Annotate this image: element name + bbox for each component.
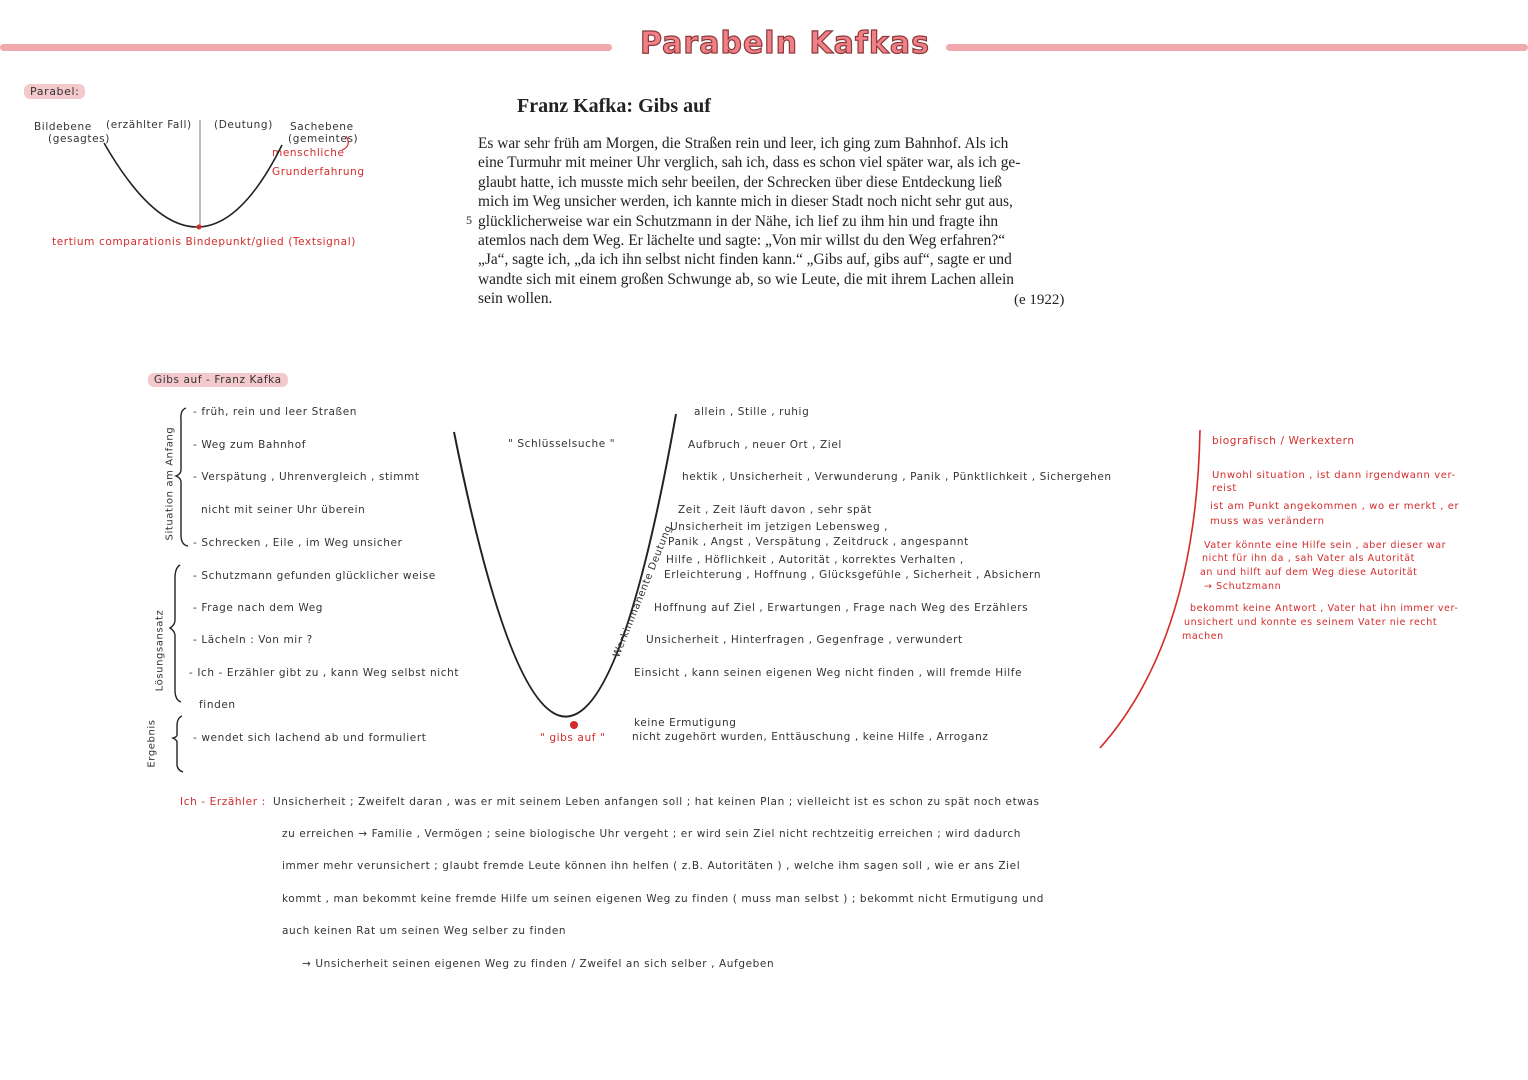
bio-line: Vater könnte eine Hilfe sein , aber dieser war <box>1204 540 1447 551</box>
left-item: - Lächeln : Von mir ? <box>193 634 313 646</box>
bio-line: unsichert und konnte es seinem Vater nie recht <box>1184 617 1438 628</box>
bio-line: bekommt keine Antwort , Vater hat ihn immer ver- <box>1190 603 1459 614</box>
menschliche-label: menschliche <box>272 147 345 159</box>
text-line: wandte sich mit einem großen Schwunge ab, so wie Leute, die mit ihrem Lachen allein <box>478 270 1014 288</box>
group-situation: Situation am Anfang <box>164 426 176 541</box>
text-line: Es war sehr früh am Morgen, die Straßen rein und leer, ich ging zum Bahnhof. Als ich <box>478 135 1009 152</box>
right-item: Panik , Angst , Verspätung , Zeitdruck , angespannt <box>668 536 969 548</box>
tertium-point <box>197 225 202 230</box>
ergebnis-brace <box>173 716 183 772</box>
sachebene-label: Sachebene <box>290 121 354 133</box>
situation-brace <box>176 408 188 546</box>
gibs-auf-point <box>570 721 578 729</box>
right-item: Erleichterung , Hoffnung , Glücksgefühle , Sicherheit , Absichern <box>664 569 1042 581</box>
summary-line: zu erreichen → Familie , Vermögen ; seine biologische Uhr vergeht ; er wird sein Ziel nicht rechtzeitig erreichen ; wird dadurch <box>282 828 1022 840</box>
text-line: „Ja“, sagte ich, „da ich ihn selbst nicht finden kann.“ „Gibs auf, gibs auf“, sagte er und <box>478 251 1012 269</box>
summary-line: → Unsicherheit seinen eigenen Weg zu finden / Zweifel an sich selber , Aufgeben <box>302 958 775 970</box>
right-item: hektik , Unsicherheit , Verwunderung , Panik , Pünktlichkeit , Sichergehen <box>682 471 1112 483</box>
left-item: - Schutzmann gefunden glücklicher weise <box>193 570 436 582</box>
gibs-auf-label: " gibs auf " <box>540 732 606 744</box>
summary-line: Unsicherheit ; Zweifelt daran , was er mit seinem Leben anfangen soll ; hat keinen Plan ; vielleicht ist es schon zu spät noch etwas <box>273 796 1040 808</box>
bio-heading: biografisch / Werkextern <box>1212 435 1355 447</box>
right-item: nicht zugehört wurden, Enttäuschung , keine Hilfe , Arroganz <box>632 731 989 743</box>
left-item: finden <box>199 699 236 711</box>
text-line: glücklicherweise war ein Schutzmann in der Nähe, ich lief zu ihm hin und fragte ihn <box>478 212 999 230</box>
erzaehlter-fall-label: (erzählter Fall) <box>106 119 192 131</box>
bio-line: nicht für ihn da , sah Vater als Autorität <box>1202 553 1415 564</box>
page-title: Parabeln Kafkas <box>640 26 930 61</box>
summary-line: auch keinen Rat um seinen Weg selber zu finden <box>282 925 567 937</box>
right-item: Einsicht , kann seinen eigenen Weg nicht finden , will fremde Hilfe <box>634 667 1023 679</box>
bio-line: muss was verändern <box>1210 516 1325 527</box>
right-item: Aufbruch , neuer Ort , Ziel <box>688 439 842 451</box>
bio-arc <box>1100 430 1200 748</box>
schluesselsuche-label: " Schlüsselsuche " <box>508 438 616 450</box>
deutung-label: (Deutung) <box>214 119 273 131</box>
group-loesung: Lösungsansatz <box>154 609 166 692</box>
left-item: - Schrecken , Eile , im Weg unsicher <box>193 537 403 549</box>
text-line: sein wollen. <box>478 290 553 308</box>
gemeintes-label: (gemeintes) <box>288 133 359 145</box>
text-year: (e 1922) <box>1014 292 1065 308</box>
right-item: Unsicherheit , Hinterfragen , Gegenfrage , verwundert <box>646 634 963 646</box>
text-line: atemlos nach dem Weg. Er lächelte und sagte: „Von mir willst du den Weg erfahren?“ <box>478 232 1006 250</box>
bildebene-label: Bildebene <box>34 121 92 133</box>
gemeintes-mark <box>342 136 348 150</box>
right-item: Hilfe , Höflichkeit , Autorität , korrektes Verhalten , <box>666 554 964 566</box>
right-item: allein , Stille , ruhig <box>694 406 810 418</box>
left-item: - Ich - Erzähler gibt zu , kann Weg selbst nicht <box>189 667 460 679</box>
left-item: - wendet sich lachend ab und formuliert <box>193 732 427 744</box>
loesung-brace <box>170 565 181 702</box>
right-item: Unsicherheit im jetzigen Lebensweg , <box>670 521 889 533</box>
right-item: keine Ermutigung <box>634 717 737 729</box>
left-item: nicht mit seiner Uhr überein <box>201 504 366 516</box>
text-line: glaubt hatte, ich musste mich sehr beeilen, der Schrecken über diese Entdeckung ließ <box>478 173 1002 191</box>
right-item: Zeit , Zeit läuft davon , sehr spät <box>678 504 873 516</box>
group-ergebnis: Ergebnis <box>146 719 158 768</box>
left-item: - Weg zum Bahnhof <box>193 439 307 451</box>
summary-label: Ich - Erzähler : <box>180 796 266 808</box>
line-number: 5 <box>466 213 472 227</box>
summary-line: kommt , man bekommt keine fremde Hilfe um seinen eigenen Weg zu finden ( muss man selbst ) ; bekommt nicht Ermutigung und <box>282 893 1044 905</box>
text-heading: Franz Kafka: Gibs auf <box>517 95 711 117</box>
parabel-curve <box>104 143 282 227</box>
text-line: mich im Weg unsicher werden, ich kannte mich in dieser Stadt noch nicht sehr gut aus, <box>478 193 1013 211</box>
left-item: - Verspätung , Uhrenvergleich , stimmt <box>193 471 420 483</box>
werkimmanente-label: Werkimmanente Deutung <box>611 523 675 660</box>
gesagtes-label: (gesagtes) <box>48 133 110 145</box>
bio-line: Unwohl situation , ist dann irgendwann ver- <box>1212 470 1456 481</box>
grunderfahrung-label: Grunderfahrung <box>272 166 365 178</box>
bio-line: an und hilft auf dem Weg diese Autorität <box>1200 567 1418 578</box>
text-line: eine Turmuhr mit meiner Uhr verglich, sah ich, dass es schon viel später war, als ich ge- <box>478 154 1021 172</box>
right-item: Hoffnung auf Ziel , Erwartungen , Frage nach Weg des Erzählers <box>654 602 1029 614</box>
left-item: - früh, rein und leer Straßen <box>193 406 358 418</box>
bio-line: machen <box>1182 631 1224 642</box>
bio-line: ist am Punkt angekommen , wo er merkt , er <box>1210 501 1460 512</box>
parabel-label: Parabel: <box>24 84 85 99</box>
tertium-label: tertium comparationis Bindepunkt/glied (Textsignal) <box>52 236 356 248</box>
left-item: - Frage nach dem Weg <box>193 602 324 614</box>
bio-line: reist <box>1212 483 1237 494</box>
summary-line: immer mehr verunsichert ; glaubt fremde Leute können ihn helfen ( z.B. Autoritäten ) , welche ihm sagen soll , wie er ans Ziel <box>282 860 1021 872</box>
bio-line: → Schutzmann <box>1204 581 1282 592</box>
analysis-heading: Gibs auf - Franz Kafka <box>148 373 288 387</box>
